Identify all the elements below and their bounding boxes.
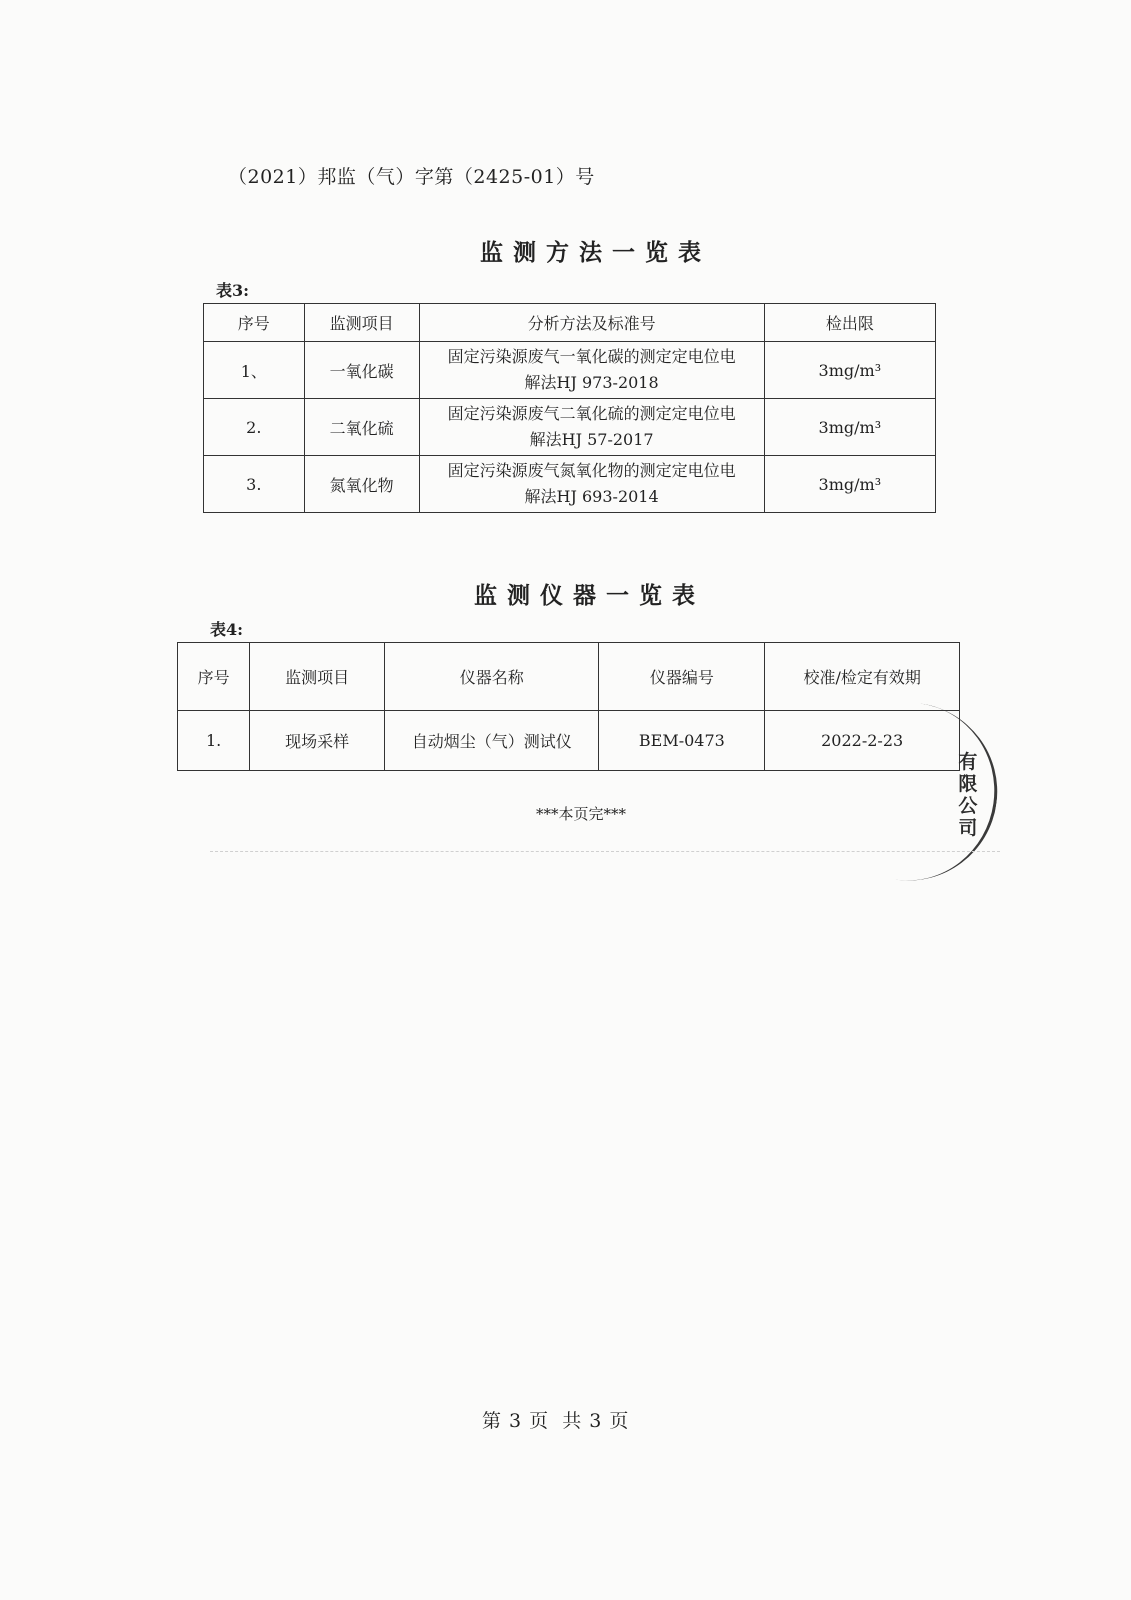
instruments-table-label: 表4: <box>210 620 244 639</box>
page-footer <box>482 1406 635 1433</box>
methods-header-row <box>204 304 936 342</box>
instruments-header-validity: 校准/检定有效期 <box>765 643 960 711</box>
detection-limit: 3mg/m³ <box>764 456 935 513</box>
row-number: 2. <box>204 399 305 456</box>
instruments-table <box>177 642 960 771</box>
method-standard: 解法HJ 973-2018 <box>524 373 659 392</box>
table-row <box>204 342 936 399</box>
end-of-page-mark: ***本页完*** <box>536 805 627 823</box>
instrument-name: 自动烟尘（气）测试仪 <box>385 711 599 771</box>
validity-date: 2022-2-23 <box>765 711 960 771</box>
analysis-method <box>419 342 764 399</box>
methods-header-item: 监测项目 <box>304 304 419 342</box>
row-number: 3. <box>204 456 305 513</box>
methods-table <box>203 303 936 513</box>
monitoring-item: 二氧化硫 <box>304 399 419 456</box>
method-line: 固定污染源废气氮氧化物的测定定电位电 <box>447 461 736 480</box>
instruments-header-no: 序号 <box>178 643 250 711</box>
analysis-method <box>419 456 764 513</box>
instruments-header-item: 监测项目 <box>250 643 385 711</box>
method-standard: 解法HJ 693-2014 <box>524 487 659 506</box>
company-seal <box>856 698 1009 892</box>
detection-limit: 3mg/m³ <box>764 342 935 399</box>
row-number: 1. <box>178 711 250 771</box>
instrument-code: BEM-0473 <box>599 711 765 771</box>
methods-header-limit: 检出限 <box>764 304 935 342</box>
page-total: 共 3 页 <box>562 1410 630 1432</box>
table-row <box>178 711 960 771</box>
row-number: 1、 <box>204 342 305 399</box>
method-line: 固定污染源废气一氧化碳的测定定电位电 <box>447 347 736 366</box>
instruments-header-row <box>178 643 960 711</box>
instruments-section-title: 监测仪器一览表 <box>474 582 705 609</box>
methods-table-label: 表3: <box>216 281 250 300</box>
document-number: （2021）邦监（气）字第（2425-01）号 <box>228 166 595 188</box>
methods-header-no: 序号 <box>204 304 305 342</box>
monitoring-item: 氮氧化物 <box>304 456 419 513</box>
monitoring-item: 一氧化碳 <box>304 342 419 399</box>
page-current: 第 3 页 <box>482 1410 550 1432</box>
table-row <box>204 456 936 513</box>
detection-limit: 3mg/m³ <box>764 399 935 456</box>
table-row <box>204 399 936 456</box>
methods-header-method: 分析方法及标准号 <box>419 304 764 342</box>
method-standard: 解法HJ 57-2017 <box>529 430 654 449</box>
instruments-header-code: 仪器编号 <box>599 643 765 711</box>
method-line: 固定污染源废气二氧化硫的测定定电位电 <box>447 404 736 423</box>
analysis-method <box>419 399 764 456</box>
scan-divider <box>210 851 1000 852</box>
monitoring-item: 现场采样 <box>250 711 385 771</box>
methods-section-title: 监测方法一览表 <box>480 239 711 266</box>
instruments-header-name: 仪器名称 <box>385 643 599 711</box>
seal-text: 有限公司 <box>958 751 978 840</box>
